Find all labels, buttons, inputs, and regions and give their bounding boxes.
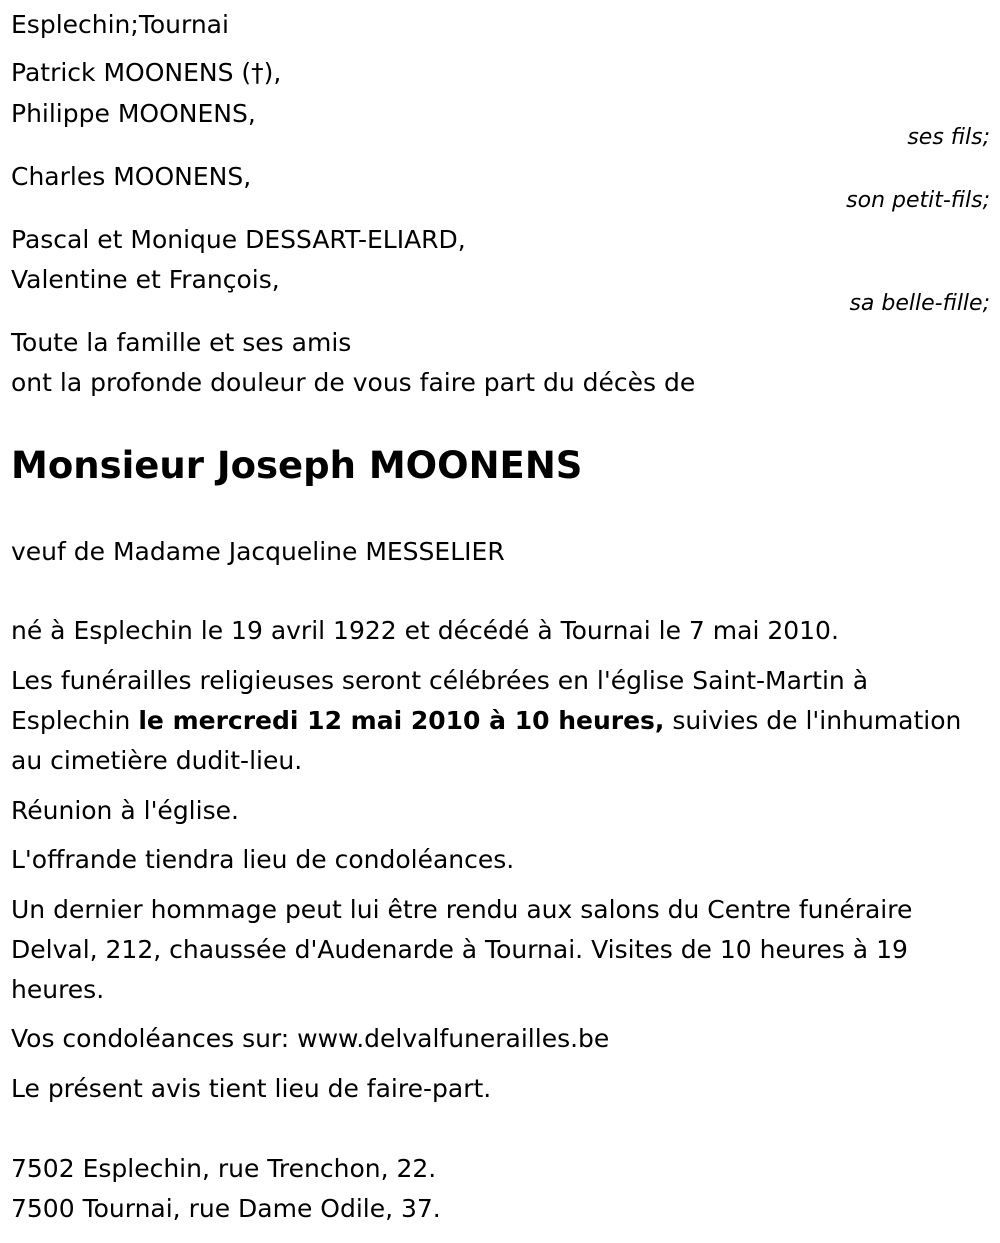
funeral-text-before: Les funérailles religieuses seront célébrées en l'église Saint-Martin à Esplechin — [11, 666, 869, 735]
address-2: 7500 Tournai, rue Dame Odile, 37. — [11, 1194, 441, 1223]
grandson-role: son petit-fils; — [846, 188, 990, 213]
sons-role: ses fils; — [907, 125, 990, 150]
daughter-in-law-name-1: Pascal et Monique DESSART-ELIARD, — [11, 225, 466, 254]
son-name-2: Philippe MOONENS, — [11, 99, 256, 128]
offering-note: L'offrande tiendra lieu de condoléances. — [11, 845, 515, 874]
notice-line: Le présent avis tient lieu de faire-part. — [11, 1074, 492, 1103]
grandson-name: Charles MOONENS, — [11, 162, 252, 191]
birth-death-line: né à Esplechin le 19 avril 1922 et décédé à Tournai le 7 mai 2010. — [11, 616, 839, 645]
son-name-1: Patrick MOONENS (†), — [11, 58, 282, 87]
widower-line: veuf de Madame Jacqueline MESSELIER — [11, 537, 505, 566]
funeral-paragraph — [11, 661, 986, 781]
funeral-date: le mercredi 12 mai 2010 à 10 heures, — [138, 706, 665, 735]
meeting-note: Réunion à l'église. — [11, 796, 239, 825]
daughter-in-law-role: sa belle-fille; — [849, 291, 990, 316]
location-header: Esplechin;Tournai — [11, 10, 229, 39]
deceased-name: Monsieur Joseph MOONENS — [11, 444, 583, 487]
daughter-in-law-name-2: Valentine et François, — [11, 265, 280, 294]
closing-line-2: ont la profonde douleur de vous faire part du décès de — [11, 368, 696, 397]
tribute-paragraph: Un dernier hommage peut lui être rendu aux salons du Centre funéraire Delval, 212, chaussée d'Audenarde à Tournai. Visites de 10 heures à 19 heures. — [11, 895, 913, 1004]
condolences-line: Vos condoléances sur: www.delvalfunerailles.be — [11, 1024, 610, 1053]
closing-line-1: Toute la famille et ses amis — [11, 328, 352, 357]
funeral-text-after: suivies de l'inhumation au cimetière dudit-lieu. — [11, 706, 962, 775]
address-1: 7502 Esplechin, rue Trenchon, 22. — [11, 1154, 437, 1183]
